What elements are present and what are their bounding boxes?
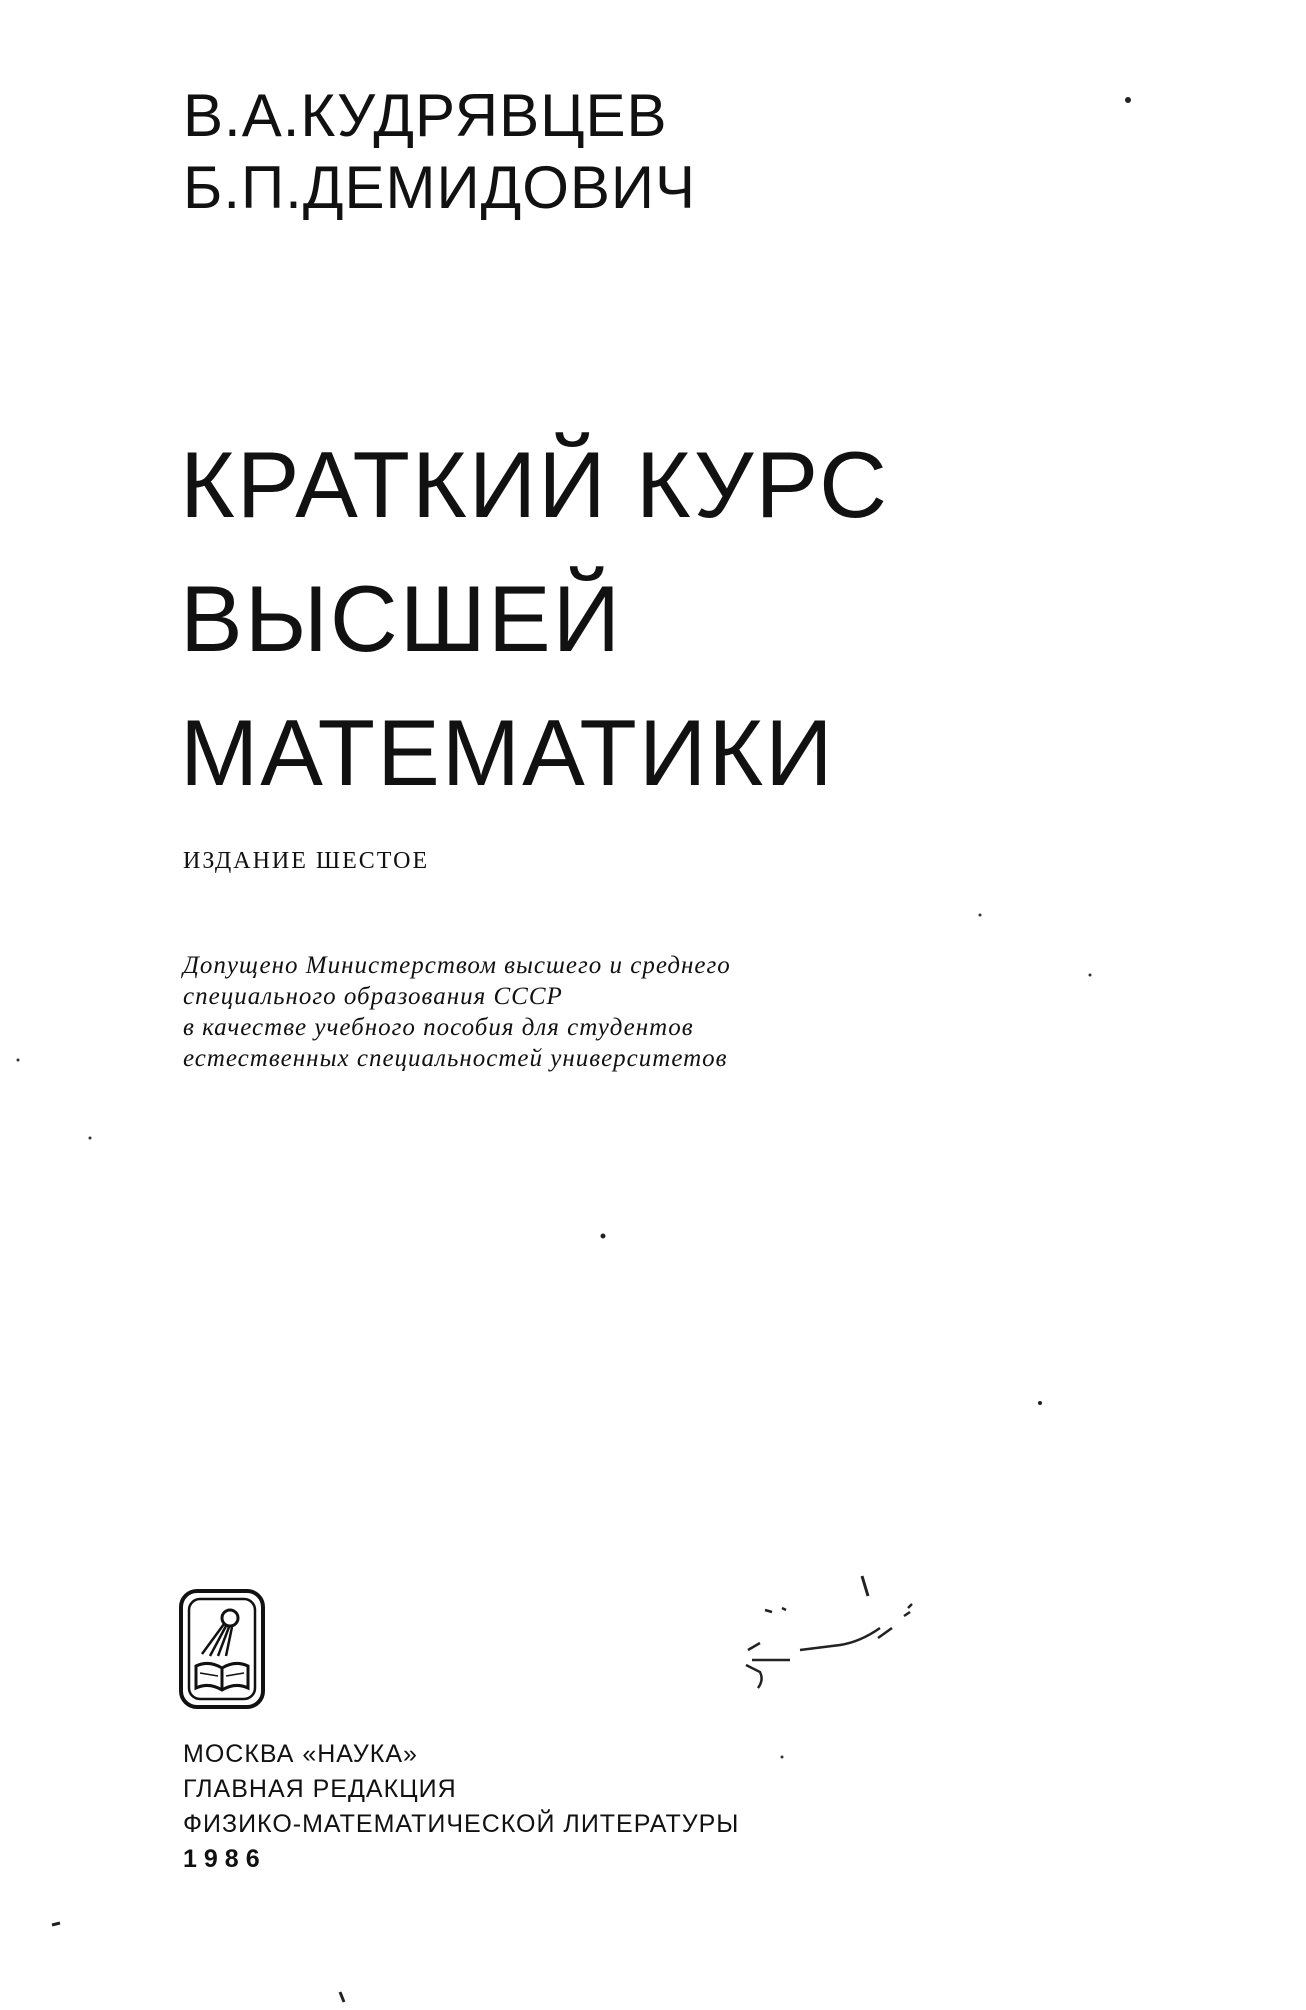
title-line: КРАТКИЙ КУРС xyxy=(180,432,889,537)
title-line: ВЫСШЕЙ xyxy=(180,566,623,671)
publisher-line: МОСКВА «НАУКА» xyxy=(183,1740,418,1768)
approval-line: в качестве учебного пособия для студентов xyxy=(183,1014,694,1041)
approval-line: специального образования СССР xyxy=(183,983,563,1010)
author-name: В.А.КУДРЯВЦЕВ xyxy=(183,82,668,149)
author-name: Б.П.ДЕМИДОВИЧ xyxy=(183,154,697,221)
approval-line: Допущено Министерством высшего и среднего xyxy=(183,952,731,979)
title-line: МАТЕМАТИКИ xyxy=(180,700,835,805)
publisher-line: ФИЗИКО-МАТЕМАТИЧЕСКОЙ ЛИТЕРАТУРЫ xyxy=(183,1810,740,1838)
approval-line: естественных специальностей университетов xyxy=(183,1045,728,1072)
publisher-line: ГЛАВНАЯ РЕДАКЦИЯ xyxy=(183,1775,457,1803)
publication-year: 1986 xyxy=(183,1845,267,1873)
edition-label: ИЗДАНИЕ ШЕСТОЕ xyxy=(183,848,430,874)
